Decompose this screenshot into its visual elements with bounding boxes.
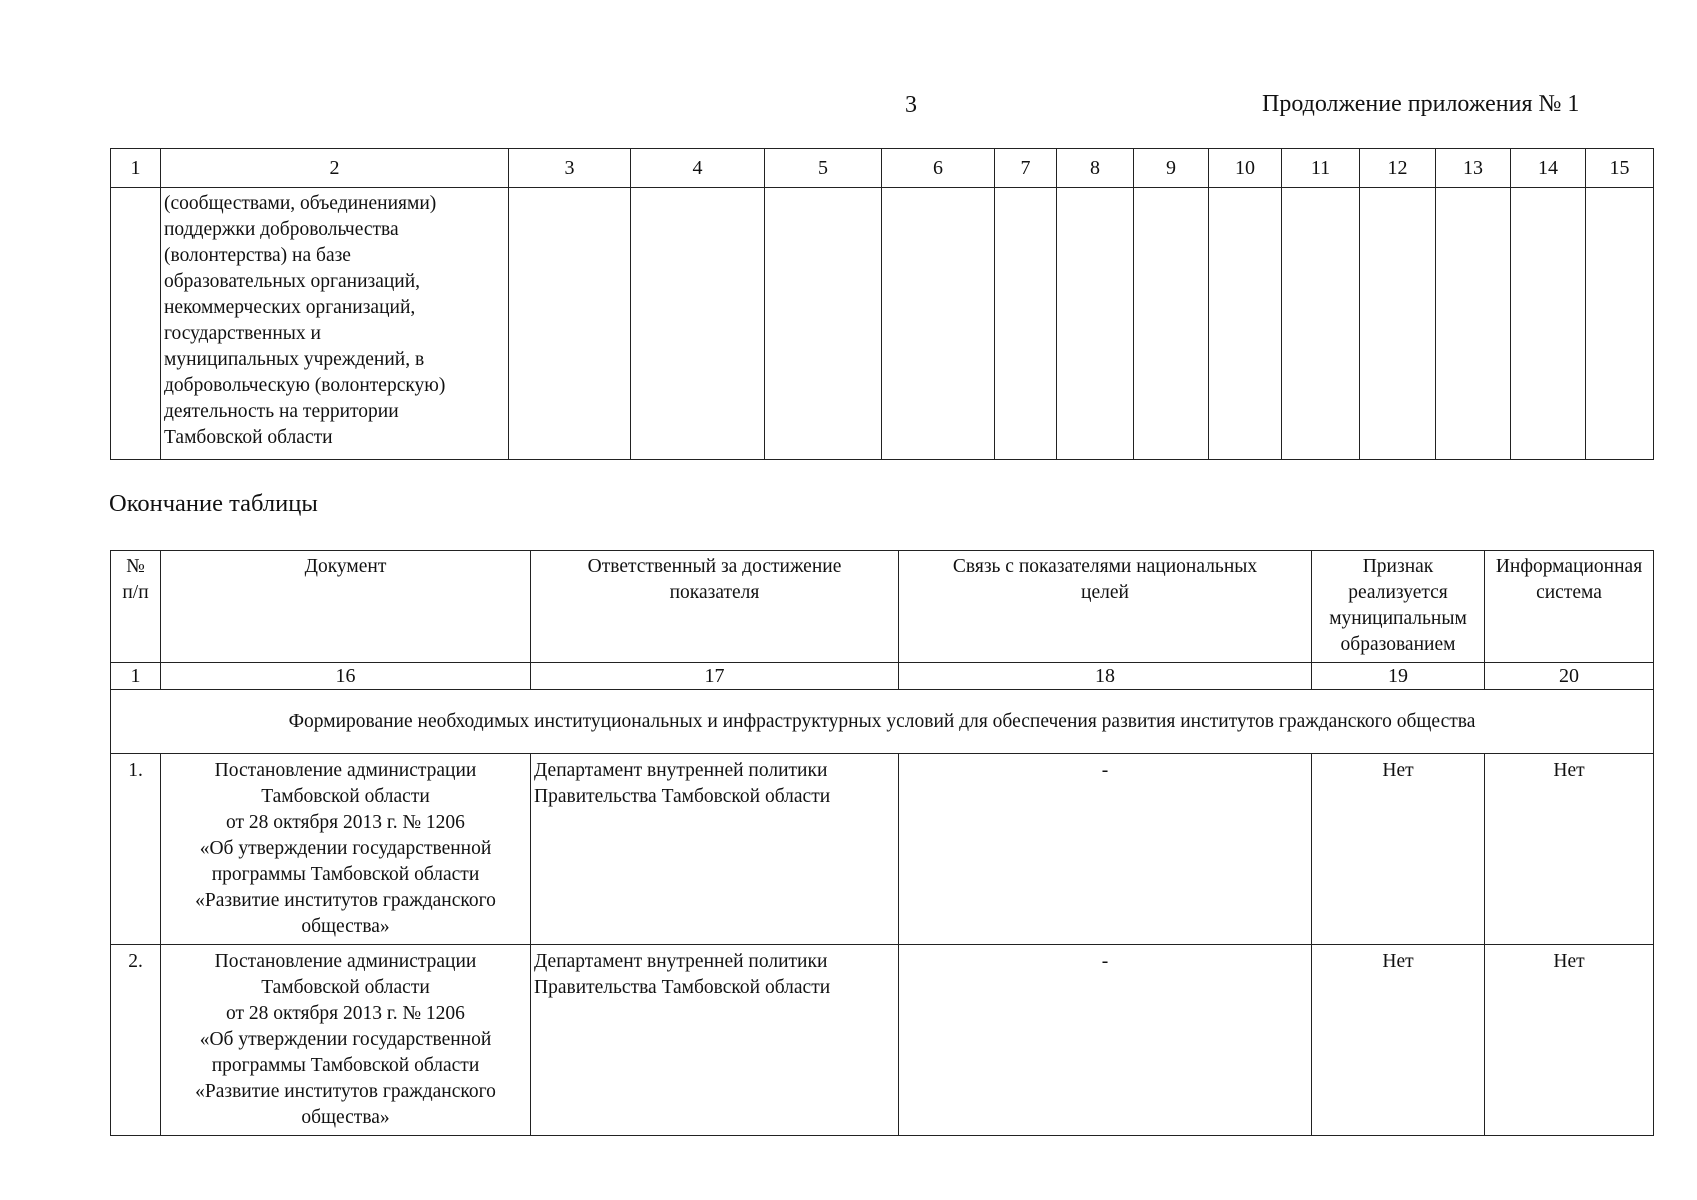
column-number: 1: [111, 663, 161, 690]
column-number: 1: [111, 149, 161, 188]
header-line: образованием: [1340, 634, 1456, 655]
empty-cell: [509, 188, 631, 460]
description-line: деятельность на территории: [164, 401, 399, 422]
document-line: от 28 октября 2013 г. № 1206: [226, 1003, 465, 1024]
empty-cell: [631, 188, 765, 460]
header-line: №: [126, 556, 145, 577]
header-line: система: [1536, 582, 1602, 603]
responsible-line: Правительства Тамбовской области: [534, 977, 831, 998]
document-line: программы Тамбовской области: [211, 864, 480, 885]
description-line: (волонтерства) на базе: [164, 245, 351, 266]
header-row: [111, 551, 1654, 663]
column-number: 4: [631, 149, 765, 188]
document-line: Постановление администрации: [214, 760, 477, 781]
sign-cell: Нет: [1312, 754, 1485, 945]
empty-cell: [1134, 188, 1209, 460]
section-heading: Формирование необходимых институциональных и инфраструктурных условий для обеспечения развития институтов гражданского общества: [111, 690, 1654, 754]
header-link: [899, 551, 1312, 663]
document-line: общества»: [301, 1107, 390, 1128]
indicator-description-cell: [161, 188, 509, 460]
table-row: [111, 945, 1654, 1136]
header-line: показателя: [669, 582, 760, 603]
row-number-cell: [111, 188, 161, 460]
header-line: Связь с показателями национальных: [952, 556, 1258, 577]
column-number: 9: [1134, 149, 1209, 188]
sign-cell: Нет: [1312, 945, 1485, 1136]
document-line: Тамбовской области: [261, 977, 430, 998]
document-line: общества»: [301, 916, 390, 937]
header-line: Ответственный за достижение: [587, 556, 842, 577]
empty-cell: [1057, 188, 1134, 460]
header-line: целей: [1081, 582, 1129, 603]
responsible-cell: [531, 754, 899, 945]
column-number: 7: [995, 149, 1057, 188]
column-number: 12: [1360, 149, 1436, 188]
column-number: 18: [899, 663, 1312, 690]
column-number: 16: [161, 663, 531, 690]
indicators-table-ending: [110, 550, 1654, 1136]
description-line: добровольческую (волонтерскую): [164, 375, 446, 396]
empty-cell: [1586, 188, 1654, 460]
empty-cell: [995, 188, 1057, 460]
empty-cell: [1360, 188, 1436, 460]
section-row: [111, 690, 1654, 754]
header-sign: [1312, 551, 1485, 663]
empty-cell: [1209, 188, 1282, 460]
document-line: «Об утверждении государственной: [199, 1029, 492, 1050]
column-number: 19: [1312, 663, 1485, 690]
column-number: 10: [1209, 149, 1282, 188]
column-number: 17: [531, 663, 899, 690]
document-line: от 28 октября 2013 г. № 1206: [226, 812, 465, 833]
description-line: муниципальных учреждений, в: [164, 349, 425, 370]
responsible-line: Департамент внутренней политики: [534, 951, 828, 972]
column-number: 2: [161, 149, 509, 188]
row-number: 2.: [111, 945, 161, 1136]
table-row: [111, 754, 1654, 945]
column-number: 15: [1586, 149, 1654, 188]
header-line: Информационная: [1495, 556, 1643, 577]
header-no: [111, 551, 161, 663]
link-cell: -: [899, 945, 1312, 1136]
column-number: 14: [1511, 149, 1586, 188]
header-line: Признак: [1362, 556, 1434, 577]
description-line: Тамбовской области: [164, 427, 333, 448]
header-system: [1485, 551, 1654, 663]
responsible-line: Департамент внутренней политики: [534, 760, 828, 781]
responsible-cell: [531, 945, 899, 1136]
description-line: государственных и: [164, 323, 321, 344]
indicators-table-continued: [110, 148, 1654, 460]
responsible-line: Правительства Тамбовской области: [534, 786, 831, 807]
column-number: 5: [765, 149, 882, 188]
header-line: реализуется: [1348, 582, 1448, 603]
column-number-row: [111, 663, 1654, 690]
description-line: поддержки добровольчества: [164, 219, 399, 240]
column-number: 13: [1436, 149, 1511, 188]
appendix-note: Продолжение приложения № 1: [1262, 91, 1580, 117]
system-cell: Нет: [1485, 945, 1654, 1136]
row-number: 1.: [111, 754, 161, 945]
page-number: 3: [905, 92, 917, 118]
header-document: Документ: [161, 551, 531, 663]
link-cell: -: [899, 754, 1312, 945]
table-row: [111, 188, 1654, 460]
empty-cell: [1511, 188, 1586, 460]
document-line: «Развитие институтов гражданского: [195, 1081, 496, 1102]
document-line: Тамбовской области: [261, 786, 430, 807]
document-cell: [161, 945, 531, 1136]
column-number: 8: [1057, 149, 1134, 188]
column-number: 3: [509, 149, 631, 188]
description-line: образовательных организаций,: [164, 271, 421, 292]
header-line: п/п: [122, 582, 149, 603]
section-title: Окончание таблицы: [109, 490, 318, 517]
description-line: некоммерческих организаций,: [164, 297, 416, 318]
header-line: муниципальным: [1329, 608, 1467, 629]
empty-cell: [1436, 188, 1511, 460]
column-number: 11: [1282, 149, 1360, 188]
column-number: 6: [882, 149, 995, 188]
document-line: Постановление администрации: [214, 951, 477, 972]
column-number: 20: [1485, 663, 1654, 690]
system-cell: Нет: [1485, 754, 1654, 945]
empty-cell: [882, 188, 995, 460]
document-cell: [161, 754, 531, 945]
description-line: (сообществами, объединениями): [164, 193, 437, 214]
document-line: «Об утверждении государственной: [199, 838, 492, 859]
column-number-row: [111, 149, 1654, 188]
document-line: программы Тамбовской области: [211, 1055, 480, 1076]
document-line: «Развитие институтов гражданского: [195, 890, 496, 911]
header-responsible: [531, 551, 899, 663]
empty-cell: [765, 188, 882, 460]
empty-cell: [1282, 188, 1360, 460]
